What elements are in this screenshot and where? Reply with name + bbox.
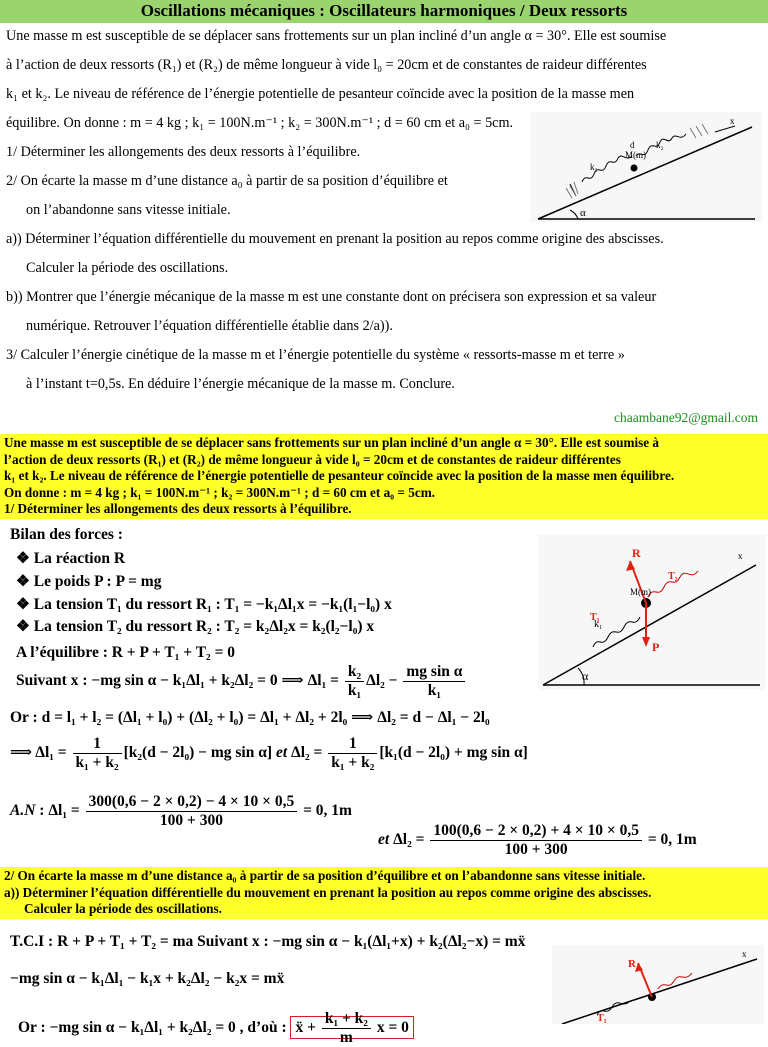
statement-line: à l’action de deux ressorts (R₁) et (R₂) de même longueur à vide l₀ = 20cm et de constantes de raideur différentes — [6, 57, 647, 73]
question-3: 3/ Calculer l’énergie cinétique de la masse m et l’énergie potentielle du système « ressorts-masse m et terre » — [6, 347, 625, 363]
author-email: chaambane92@gmail.com — [613, 410, 758, 425]
hl-line: On donne : m = 4 kg ; k₁ = 100N.m⁻¹ ; k₂ = 300N.m⁻¹ ; d = 60 cm et a₀ = 5cm. — [4, 484, 435, 500]
x-label: x — [742, 949, 747, 959]
projection-text: Suivant x : −mg sin α − k₁Δl₁ + k₂Δl₂ = 0 ⟹ Δl₁ = — [16, 672, 339, 690]
an1-result: = 0, 1m — [303, 802, 352, 820]
hl-line: Calculer la période des oscillations. — [24, 901, 222, 916]
expanded-eq: −mg sin α − k₁Δl₁ − k₁x + k₂Δl₂ − k₂x = mẍ — [10, 970, 285, 987]
question-2: 2/ On écarte la masse m d’une distance a₀ à partir de sa position d’équilibre et — [6, 173, 448, 189]
p-vector-label: P — [652, 640, 660, 654]
differential-eq-box: ẍ + $\frac{\text{k₁ + k₂}}{m}$ x = 0 — [290, 1016, 413, 1039]
t1-label: T₁ — [590, 612, 600, 623]
simplify-eq — [18, 1010, 414, 1047]
r-vector-label: R — [628, 958, 636, 970]
tci-eq: T.C.I : R + P + T₁ + T₂ = ma Suivant x : −mg sin α − k₁(Δl₁+x) + k₂(Δl₂−x) = mẍ — [10, 933, 526, 950]
numeric-dl1: A.N : Δl₁ = $\frac{300(0,6 - 2 \times 0,2) - 4 \times 10 \times 0,5}{100 + 300}$ = 0, 1m — [10, 793, 352, 829]
force-tension-1: ❖ La tension T₁ du ressort R₁ : T₁ = −k₁Δl₁x = −k₁(l₁−l₀) x — [16, 596, 392, 613]
highlight-block-1 — [0, 434, 768, 519]
statement-line: équilibre. On donne : m = 4 kg ; k₁ = 100N.m⁻¹ ; k₂ = 300N.m⁻¹ ; d = 60 cm et a₀ = 5cm. — [6, 115, 514, 131]
an2-numerator: 100(0,6 − 2 × 0,2) + 4 × 10 × 0,5 — [430, 822, 642, 841]
force-poids: ❖ Le poids P : P = mg — [16, 573, 162, 590]
hl-line: 2/ On écarte la masse m d’une distance a₀ à partir de sa position d’équilibre et on l’abandonne sans vitesse initiale. — [4, 868, 646, 883]
alpha-label: α — [580, 207, 586, 219]
mass-label: M(m) — [630, 587, 651, 597]
dl2-rhs: [k₁(d − 2l₀) + mg sin α] — [379, 744, 528, 762]
incline-diagram-small — [530, 112, 762, 222]
dl1-rhs: [k₂(d − 2l₀) − mg sin α] — [123, 744, 273, 762]
hl-line: 1/ Déterminer les allongements des deux ressorts à l’équilibre. — [4, 501, 352, 516]
k1-label: k₁ — [594, 619, 603, 630]
an2-result: = 0, 1m — [647, 831, 697, 849]
k1-label: k₁ — [590, 162, 598, 172]
r-vector-label: R — [632, 546, 641, 560]
question-2b-cont: numérique. Retrouver l’équation différentielle établie dans 2/a)). — [26, 318, 393, 334]
d-label: d — [630, 140, 635, 150]
equilibrium-eq: A l’équilibre : R + P + T₁ + T₂ = 0 — [16, 644, 236, 661]
projection-eq: Suivant x : −mg sin α − k₁Δl₁ + k₂Δl₂ = 0 ⟹ Δl₁ = $\frac{\text{k₂}}{\text{k₁}}$ Δl₂ − $\frac{\text{mg sin α}}{\text{k₁}}$ — [16, 663, 467, 700]
question-2a-cont: Calculer la période des oscillations. — [26, 260, 229, 276]
dl-expressions: ⟹ Δl₁ = $\frac{1}{\text{k₁ + k₂}}$ [k₂(d − 2l₀) − mg sin α] et Δl₂ = $\frac{1}{\text{k₁ + k₂}}$ [k₁(d − 2l₀) + mg sin α] — [10, 735, 528, 771]
bilan-heading: Bilan des forces : — [10, 526, 123, 543]
x-label: x — [738, 551, 743, 561]
question-2-cont: on l’abandonne sans vitesse initiale. — [26, 202, 231, 218]
length-relation: Or : d = l₁ + l₂ = (Δl₁ + l₀) + (Δl₂ + l₀) = Δl₁ + Δl₂ + 2l₀ ⟹ Δl₂ = d − Δl₁ − 2l₀ — [10, 709, 490, 726]
question-2a: a)) Déterminer l’équation différentielle du mouvement en prenant la position au repos comme origine des abscisses. — [6, 231, 664, 247]
x-label: x — [730, 116, 735, 126]
hl-line: Une masse m est susceptible de se déplacer sans frottements sur un plan incliné d’un angle α = 30°. Elle est soumise à — [4, 435, 659, 450]
alpha-label: α — [582, 669, 589, 683]
t1-label: T₁ — [597, 1013, 607, 1024]
simplify-text: Or : −mg sin α − k₁Δl₁ + k₂Δl₂ = 0 , d’où : — [18, 1019, 287, 1037]
incline-diagram-small-2 — [552, 945, 764, 1024]
t2-label: T₂ — [668, 571, 678, 582]
force-reaction: ❖ La réaction R — [16, 550, 126, 567]
an1-numerator: 300(0,6 − 2 × 0,2) − 4 × 10 × 0,5 — [86, 793, 298, 812]
question-3-cont: à l’instant t=0,5s. En déduire l’énergie mécanique de la masse m. Conclure. — [26, 376, 455, 392]
hl-line: k₁ et k₂. Le niveau de référence de l’énergie potentielle de pesanteur coïncide avec la position de la masse men équilibre. — [4, 468, 675, 483]
k2-label: k₂ — [656, 140, 664, 150]
incline-diagram-forces — [538, 535, 766, 690]
question-2b: b)) Montrer que l’énergie mécanique de la masse m est une constante dont on précisera son expression et sa valeur — [6, 289, 657, 305]
force-tension-2: ❖ La tension T₂ du ressort R₂ : T₂ = k₂Δl₂x = k₂(l₂−l₀) x — [16, 618, 375, 635]
mass-label: M(m) — [625, 150, 646, 160]
statement-line: k₁ et k₂. Le niveau de référence de l’énergie potentielle de pesanteur coïncide avec la position de la masse men — [6, 86, 635, 102]
question-1: 1/ Déterminer les allongements des deux ressorts à l’équilibre. — [6, 144, 361, 160]
highlight-block-2 — [0, 867, 768, 919]
an1-denominator: 100 + 300 — [159, 812, 223, 829]
numeric-dl2: et Δl₂ = $\frac{100(0,6 - 2 \times 0,2) + 4 \times 10 \times 0,5}{100 + 300}$ = 0, 1m — [378, 822, 697, 858]
statement-line: Une masse m est susceptible de se déplacer sans frottements sur un plan incliné d’un angle α = 30°. Elle est soumise — [6, 28, 667, 44]
hl-line: l’action de deux ressorts (R₁) et (R₂) de même longueur à vide l₀ = 20cm et de constantes de raideur différentes — [4, 451, 621, 467]
an2-denominator: 100 + 300 — [504, 841, 568, 858]
hl-line: a)) Déterminer l’équation différentielle du mouvement en prenant la position au repos comme origine des abscisses. — [4, 884, 652, 900]
page-title: Oscillations mécaniques : Oscillateurs harmoniques / Deux ressorts — [0, 0, 768, 23]
